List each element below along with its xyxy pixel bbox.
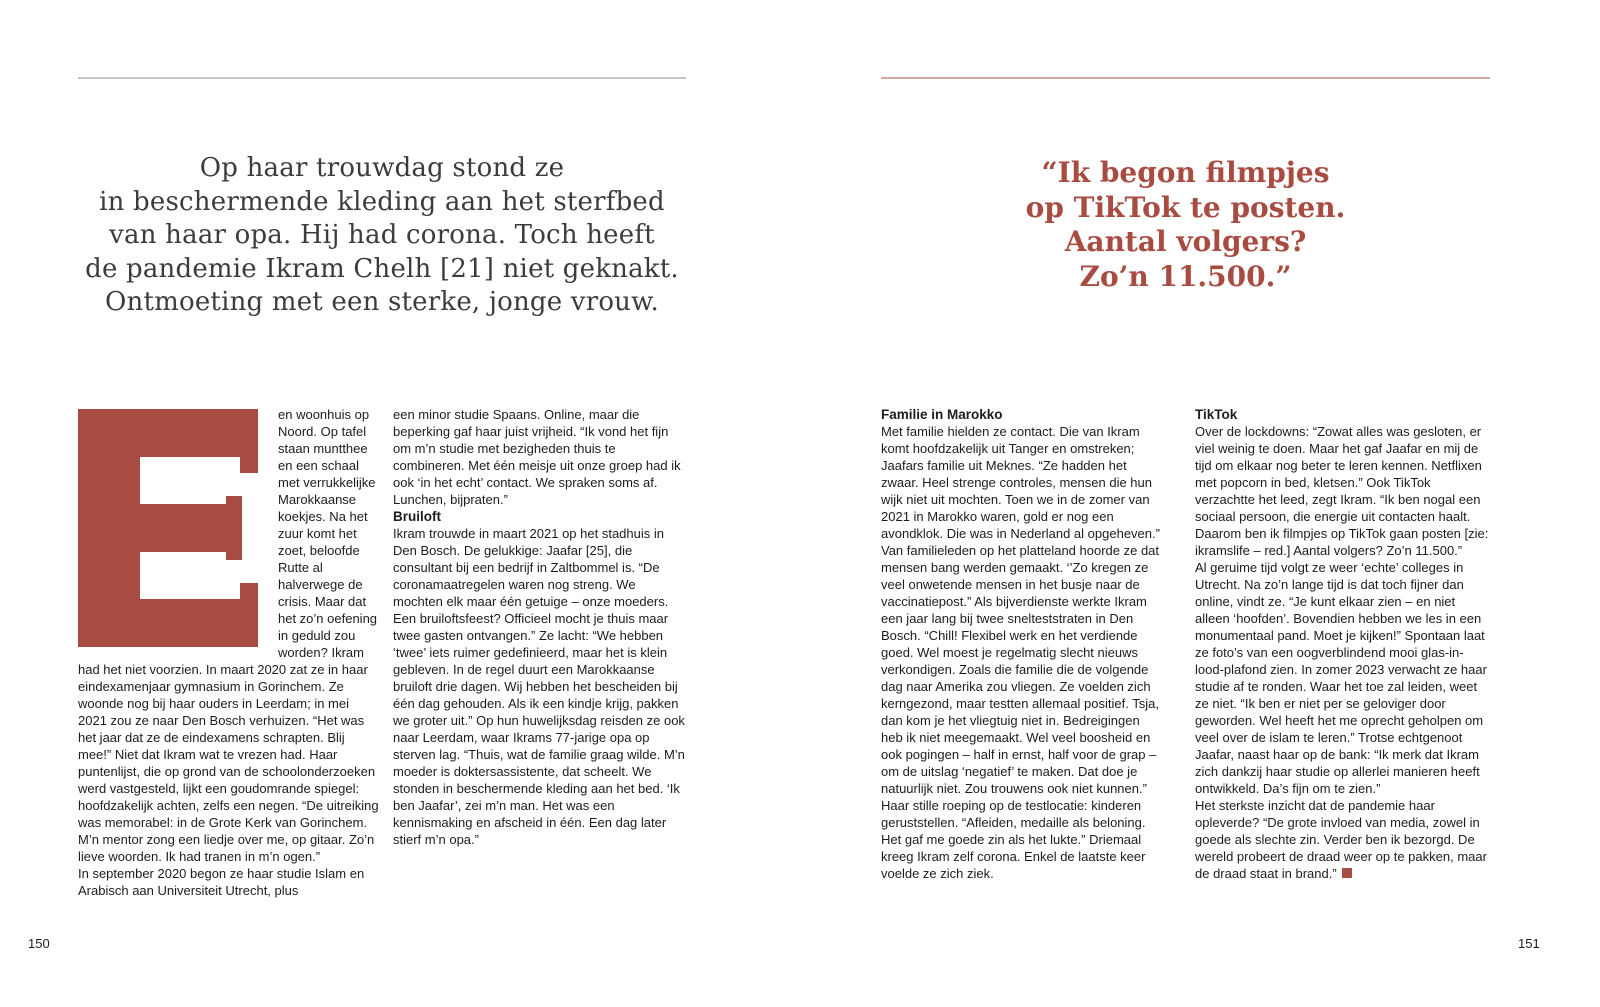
intro-line: Op haar trouwdag stond ze xyxy=(199,153,565,183)
drop-cap-letter-e xyxy=(78,409,258,647)
section-heading-familie-in-marokko: Familie in Marokko xyxy=(881,407,1003,422)
intro-line: van haar opa. Hij had corona. Toch heeft xyxy=(109,220,655,250)
intro-standfirst xyxy=(70,152,694,320)
pull-quote-line: Zo’n 11.500.” xyxy=(1079,259,1292,293)
body-paragraph: Over de lockdowns: “Zowat alles was gesloten, er viel weinig te doen. Maar het gaf Jaafar en mij de tijd om elkaar nog beter te leren kennen. Netflixen met popcorn in bed, kletsen.” Ook TikTok verzachtte het leed, zegt Ikram. “Ik ben nogal een sociaal persoon, die energie uit contacten haalt. Daarom ben ik filmpjes op TikTok gaan posten [zie: ikramslife – red.] Aantal volgers? Zo’n 11.500.” xyxy=(1195,424,1489,558)
drop-cap-arm xyxy=(78,599,258,647)
drop-cap-arm xyxy=(78,504,242,552)
right-page-top-rule xyxy=(881,77,1490,79)
left-column-1 xyxy=(78,406,380,899)
pull-quote xyxy=(881,156,1490,294)
body-paragraph: Al geruime tijd volgt ze weer ‘echte’ colleges in Utrecht. Na zo’n lange tijd is dat toch fijner dan online, vindt ze. “Je kunt elkaar zien – en niet alleen ‘hoofden’. Bovendien hebben we les in een monumentaal pand. Moet je kijken!” Spontaan laat ze foto’s van een oogverblindend mooi glas-in-lood-plafond zien. In zomer 2023 verwacht ze haar studie af te ronden. Waar het toe zal leiden, weet ze niet. “Ik ben er niet per se geloviger door geworden. Wel heeft het me oprecht geholpen om veel over de islam te leren.” Trotse echtgenoot Jaafar, naast haar op de bank: “Ik merk dat Ikram zich dankzij haar studie op allerlei manieren heeft ontwikkeld. Da’s fijn om te zien.” xyxy=(1195,560,1487,796)
left-column-2 xyxy=(393,406,686,899)
section-heading-tiktok: TikTok xyxy=(1195,407,1238,422)
intro-line: Ontmoeting met een sterke, jonge vrouw. xyxy=(105,287,659,317)
drop-cap-serif xyxy=(240,409,258,473)
body-paragraph-text: Het sterkste inzicht dat de pandemie haar opleverde? “De grote invloed van media, zowel in goede als slechte zin. Verder ben ik bezorgd. De wereld probeert de draad weer op te pakken, maar de draad staat in brand.” xyxy=(1195,798,1487,881)
drop-cap-serif xyxy=(226,496,242,560)
left-page-top-rule xyxy=(78,77,686,79)
page-number-left: 150 xyxy=(28,936,50,951)
section-heading-bruiloft: Bruiloft xyxy=(393,509,441,524)
pull-quote-line: Aantal volgers? xyxy=(1064,225,1307,258)
pull-quote-line: op TikTok te posten. xyxy=(1025,190,1346,224)
drop-cap-serif xyxy=(240,583,258,647)
right-column-2 xyxy=(1195,406,1490,882)
body-paragraph xyxy=(1195,797,1490,882)
body-paragraph: een minor studie Spaans. Online, maar die beperking gaf haar juist vrijheid. “Ik vond het fijn om m’n studie met bezigheden thuis te combineren. Met één meisje uit onze groep had ik ook ‘in het echt’ contact. We spraken soms af. Lunchen, bijpraten.” xyxy=(393,407,681,507)
intro-line: de pandemie Ikram Chelh [21] niet geknakt. xyxy=(85,253,679,284)
body-paragraph: In september 2020 begon ze haar studie Islam en Arabisch aan Universiteit Utrecht, plus xyxy=(78,866,365,898)
pull-quote-line: “Ik begon filmpjes xyxy=(1041,156,1330,189)
intro-line: in beschermende kleding aan het sterfbed xyxy=(99,186,665,217)
page-number-right: 151 xyxy=(1518,936,1540,951)
end-of-article-marker xyxy=(1342,868,1352,878)
right-column-1 xyxy=(881,406,1162,882)
body-paragraph: Met familie hielden ze contact. Die van Ikram komt hoofdzakelijk uit Tanger en omstreken; Jaafars familie uit Meknes. “Ze hadden het zwaar. Heel strenge controles, mensen die hun wijk niet uit mochten. Toen we in de zomer van 2021 in Marokko waren, gold er nog een avondklok. Die was in Nederland al opgeheven.” Van familieleden op het platteland hoorde ze dat mensen bang werden gemaakt. ‘’Zo kregen ze veel onwetende mensen in het busje naar de vaccinatiepost.” Als bijverdienste werkte Ikram een jaar lang bij twee snelteststraten in Den Bosch. “Chill! Flexibel werk en het verdiende goed. Wel moest je regelmatig slecht nieuws verkondigen. Zoals die familie die de volgende dag naar Amerika zou vliegen. Ze voelden zich kerngezond, maar testten allemaal positief. Tsja, dan kom je het vliegtuig niet in. Bedreigingen heb ik niet meegemaakt. Wel veel boosheid en ook pogingen – half in ernst, half voor de grap – om de uitslag ‘negatief’ te maken. Dat doe je natuurlijk niet. Zou trouwens ook niet kunnen.” Haar stille roeping op de testlocatie: kinderen geruststellen. “Afleiden, medaille als beloning. Het gaf me goede zin als het lukte.” Driemaal kreeg Ikram zelf corona. Enkel de laatste keer voelde ze zich ziek. xyxy=(881,424,1160,881)
drop-cap-arm xyxy=(78,409,258,457)
right-page-columns xyxy=(881,406,1490,882)
body-paragraph: Ikram trouwde in maart 2021 op het stadhuis in Den Bosch. De gelukkige: Jaafar [25], die consultant bij een bedrijf in Zaltbommel is. “De coronamaatregelen waren nog streng. We mochten elk maar één getuige – onze moeders. Een bruiloftsfeest? Officieel mocht je thuis maar twee gasten ontvangen.” Ze lacht: “We hebben ‘twee’ iets ruimer gedefinieerd, maar het is klein gebleven. In de regel duurt een Marokkaanse bruiloft drie dagen. Wij hebben het bescheiden bij één dag gehouden. Als ik een kindje krijg, pakken we groter uit.” Op hun huwelijksdag reisden ze ook naar Leerdam, waar Ikrams 77-jarige opa op sterven lag. “Thuis, wat de familie graag wilde. M’n moeder is doktersassistente, dat scheelt. We stonden in beschermende kleding aan het bed. ‘Ik ben Jaafar’, zei m’n man. Het was een kennismaking en afscheid in één. Een dag later stierf m’n opa.” xyxy=(393,526,685,847)
left-page-columns xyxy=(78,406,686,899)
body-paragraph: en woonhuis op Noord. Op tafel staan muntthee en een schaal met verrukkelijke Marokkaanse koekjes. Na het zuur komt het zoet, beloofde Rutte al halverwege de crisis. Maar dat het zo’n oefening in geduld zou worden? Ikram had het niet voorzien. In maart 2020 zat ze in haar eindexamenjaar gymnasium in Gorinchem. Ze woonde nog bij haar ouders in Leerdam; in mei 2021 zou ze naar Den Bosch verhuizen. “Het was het jaar dat ze de eindexamens schrapten. Blij mee!” Niet dat Ikram wat te vrezen had. Haar puntenlijst, die op grond van de schoolonderzoeken werd vastgesteld, lijkt een goudomrande spiegel: hoofdzakelijk achten, zelfs een negen. “De uitreiking was memorabel: in de Grote Kerk van Gorinchem. M’n mentor zong een liedje over me, op gitaar. Zo’n lieve woorden. Ik had tranen in m’n ogen.” xyxy=(78,407,379,864)
